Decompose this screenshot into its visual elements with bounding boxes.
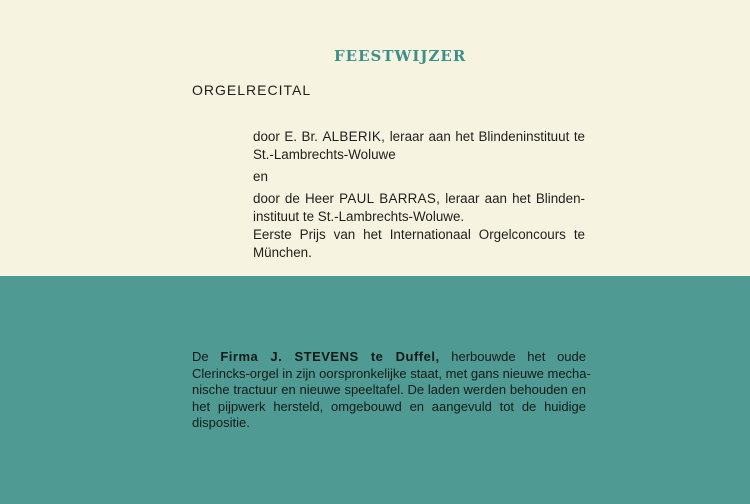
firm-line-4: het pijpwerk hersteld, omgebouwd en aangevuld tot de huidige: [192, 398, 586, 414]
performer-2-description: leraar aan het Blinden-: [445, 191, 585, 206]
firm-line-5: dispositie.: [192, 415, 250, 431]
firm-line-3: nische tractuur en nieuwe speeltafel. De laden werden behouden en: [192, 382, 586, 398]
page-title: FEESTWIJZER: [334, 47, 467, 65]
performer-2-line-4: München.: [253, 245, 312, 260]
performer-2: [253, 190, 585, 262]
performer-1-description: leraar aan het Blindeninstituut te: [389, 129, 586, 144]
section-heading: ORGELRECITAL: [192, 82, 312, 98]
performer-2-line-2: instituut te St.-Lambrechts-Woluwe.: [253, 209, 465, 224]
firm-line-1-rest: herbouwde het oude: [451, 349, 586, 364]
performer-2-line-1: [253, 190, 585, 208]
firm-line-2: Clerincks-orgel in zijn oorspronkelijke staat, met gans nieuwe mecha-: [192, 365, 591, 381]
performer-1-name: ALBERIK,: [322, 129, 386, 144]
firm-paragraph: [192, 349, 591, 432]
firm-line-1: [192, 349, 586, 366]
performer-2-name: PAUL BARRAS,: [339, 191, 441, 206]
connector-text: [253, 168, 585, 186]
performer-2-prefix: door de Heer: [253, 191, 334, 206]
performer-1: [253, 128, 585, 164]
performer-1-prefix: door E. Br.: [253, 129, 318, 144]
connector-word: en: [253, 169, 268, 184]
firm-prefix: De: [192, 349, 209, 364]
performer-1-line-2: St.-Lambrechts-Woluwe: [253, 147, 396, 162]
firm-name: Firma J. STEVENS te Duffel,: [220, 349, 440, 364]
performer-1-line-1: [253, 128, 585, 146]
performer-2-line-3: Eerste Prijs van het Internationaal Orgelconcours te: [253, 227, 585, 242]
